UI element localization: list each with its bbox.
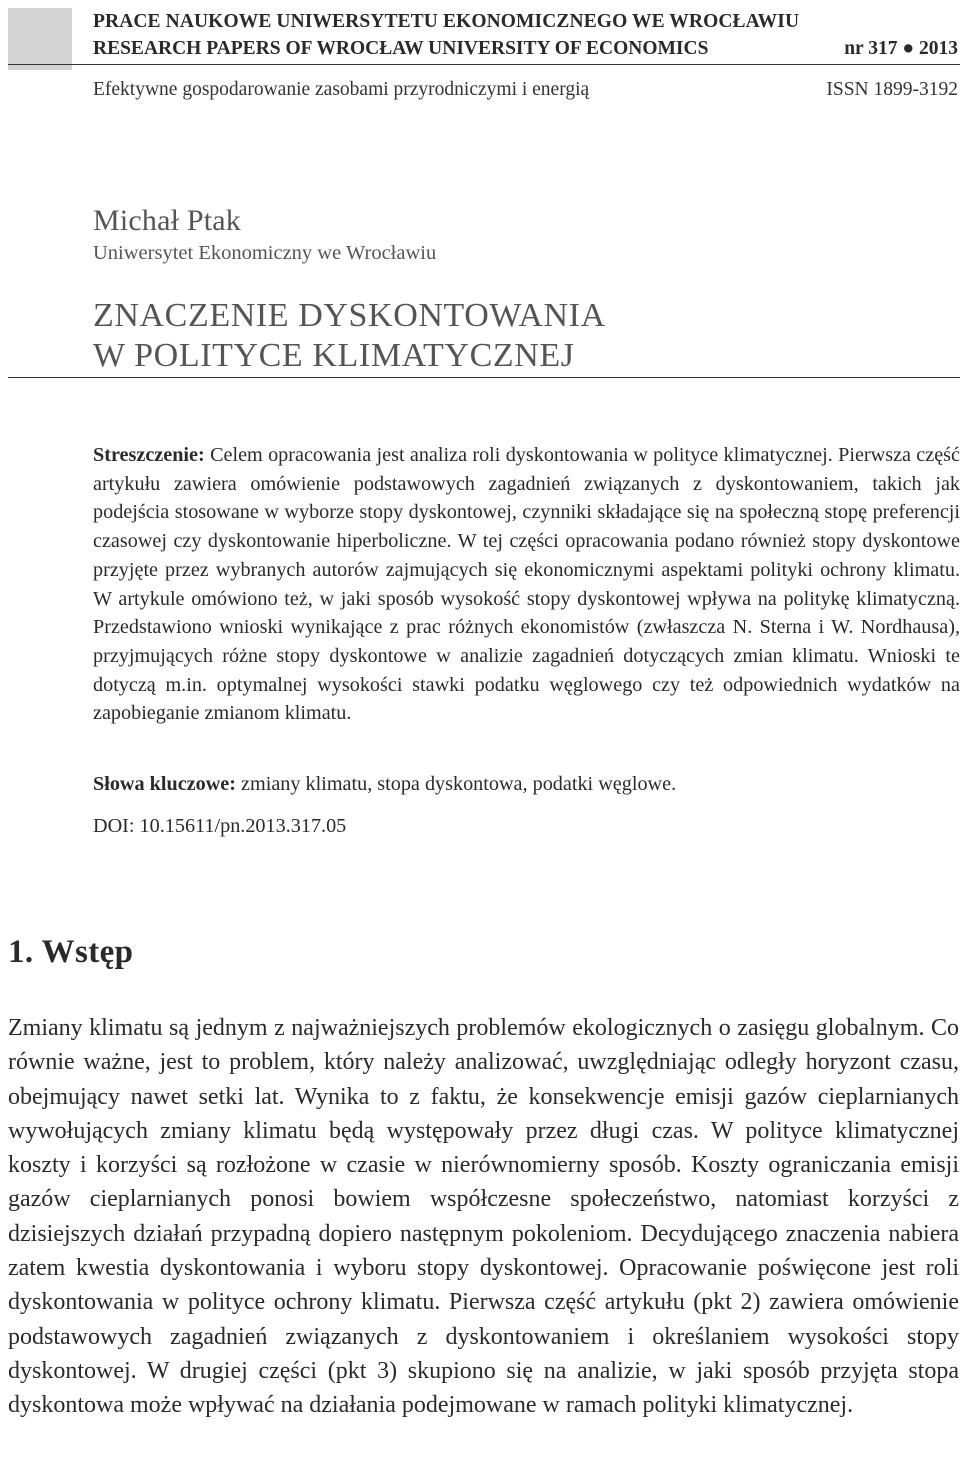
header-gray-box [8, 8, 72, 70]
keywords-label: Słowa kluczowe: [93, 773, 236, 795]
journal-name-english: RESEARCH PAPERS OF WROCŁAW UNIVERSITY OF ECONOMICS [93, 38, 709, 59]
abstract-text: Celem opracowania jest analiza roli dyskontowania w polityce klimatycznej. Pierwsza część artykułu zawiera omówienie podstawowych zagadnień związanych z dyskontowaniem, takich jak podejścia stosowane w wyborze stopy dyskontowej, czynniki składające się na społeczną stopę preferencji czasowej czy dyskontowanie hiperboliczne. W tej części opracowania podano również stopy dyskontowe przyjęte przez wybranych autorów zajmujących się ekonomicznymi aspektami polityki ochrony klimatu. W artykule omówiono też, w jaki sposób wysokość stopy dyskontowej wpływa na politykę klimatyczną. Przedstawiono wnioski wynikające z prac różnych ekonomistów (zwłaszcza N. Sterna i W. Nordhausa), przyjmujących różne stopy dyskontowe w analizie zagadnień dotyczących zmian klimatu. Wnioski te dotyczą m.in. optymalnej wysokości stawki podatku węglowego czy też odpowiednich wydatków na zapobieganie zmianom klimatu. [93, 444, 960, 725]
body-paragraph: Zmiany klimatu są jednym z najważniejszych problemów ekologicznych o zasięgu globalnym. Co równie ważne, jest to problem, który należy analizować, uwzględniając odległy horyzont czasu, obejmujący nawet setki lat. Wynika to z faktu, że konsekwencje emisji gazów cieplarnianych wywołujących zmiany klimatu będą występowały przez długi czas. W polityce klimatycznej koszty i korzyści są rozłożone w czasie w nierównomierny sposób. Koszty ograniczania emisji gazów cieplarnianych ponosi bowiem współczesne społeczeństwo, natomiast korzyści z dzisiejszych działań przypadną dopiero następnym pokoleniom. Decydującego znaczenia nabiera zatem kwestia dyskontowania i wyboru stopy dyskontowej. Opracowanie poświęcone jest roli dyskontowania w polityce ochrony klimatu. Pierwsza część artykułu (pkt 2) zawiera omówienie podstawowych zagadnień związanych z dyskontowaniem i określaniem wysokości stopy dyskontowej. W drugiej części (pkt 3) skupiono się na analizie, w jaki sposób przyjęta stopa dyskontowa może wpływać na działania podejmowane w ramach polityki klimatycznej. [8, 1015, 959, 1419]
issn: ISSN 1899-3192 [826, 79, 958, 100]
series-title: Efektywne gospodarowanie zasobami przyrodniczymi i energią [93, 79, 590, 100]
abstract-label: Streszczenie: [93, 444, 205, 466]
header-rule [8, 64, 960, 65]
title-rule [8, 377, 960, 378]
author-affiliation: Uniwersytet Ekonomiczny we Wrocławiu [93, 242, 437, 264]
abstract [93, 441, 960, 728]
author-name: Michał Ptak [93, 204, 242, 237]
issue-number: nr 317 ● 2013 [844, 38, 958, 59]
keywords-text: zmiany klimatu, stopa dyskontowa, podatki węglowe. [241, 773, 677, 795]
article-title-line-2: W POLITYCE KLIMATYCZNEJ [93, 337, 575, 374]
journal-name-polish: PRACE NAUKOWE UNIWERSYTETU EKONOMICZNEGO WE WROCŁAWIU [93, 11, 800, 32]
keywords [93, 770, 960, 798]
section-heading: 1. Wstęp [8, 934, 134, 970]
doi: DOI: 10.15611/pn.2013.317.05 [93, 815, 347, 837]
article-title-line-1: ZNACZENIE DYSKONTOWANIA [93, 297, 606, 334]
